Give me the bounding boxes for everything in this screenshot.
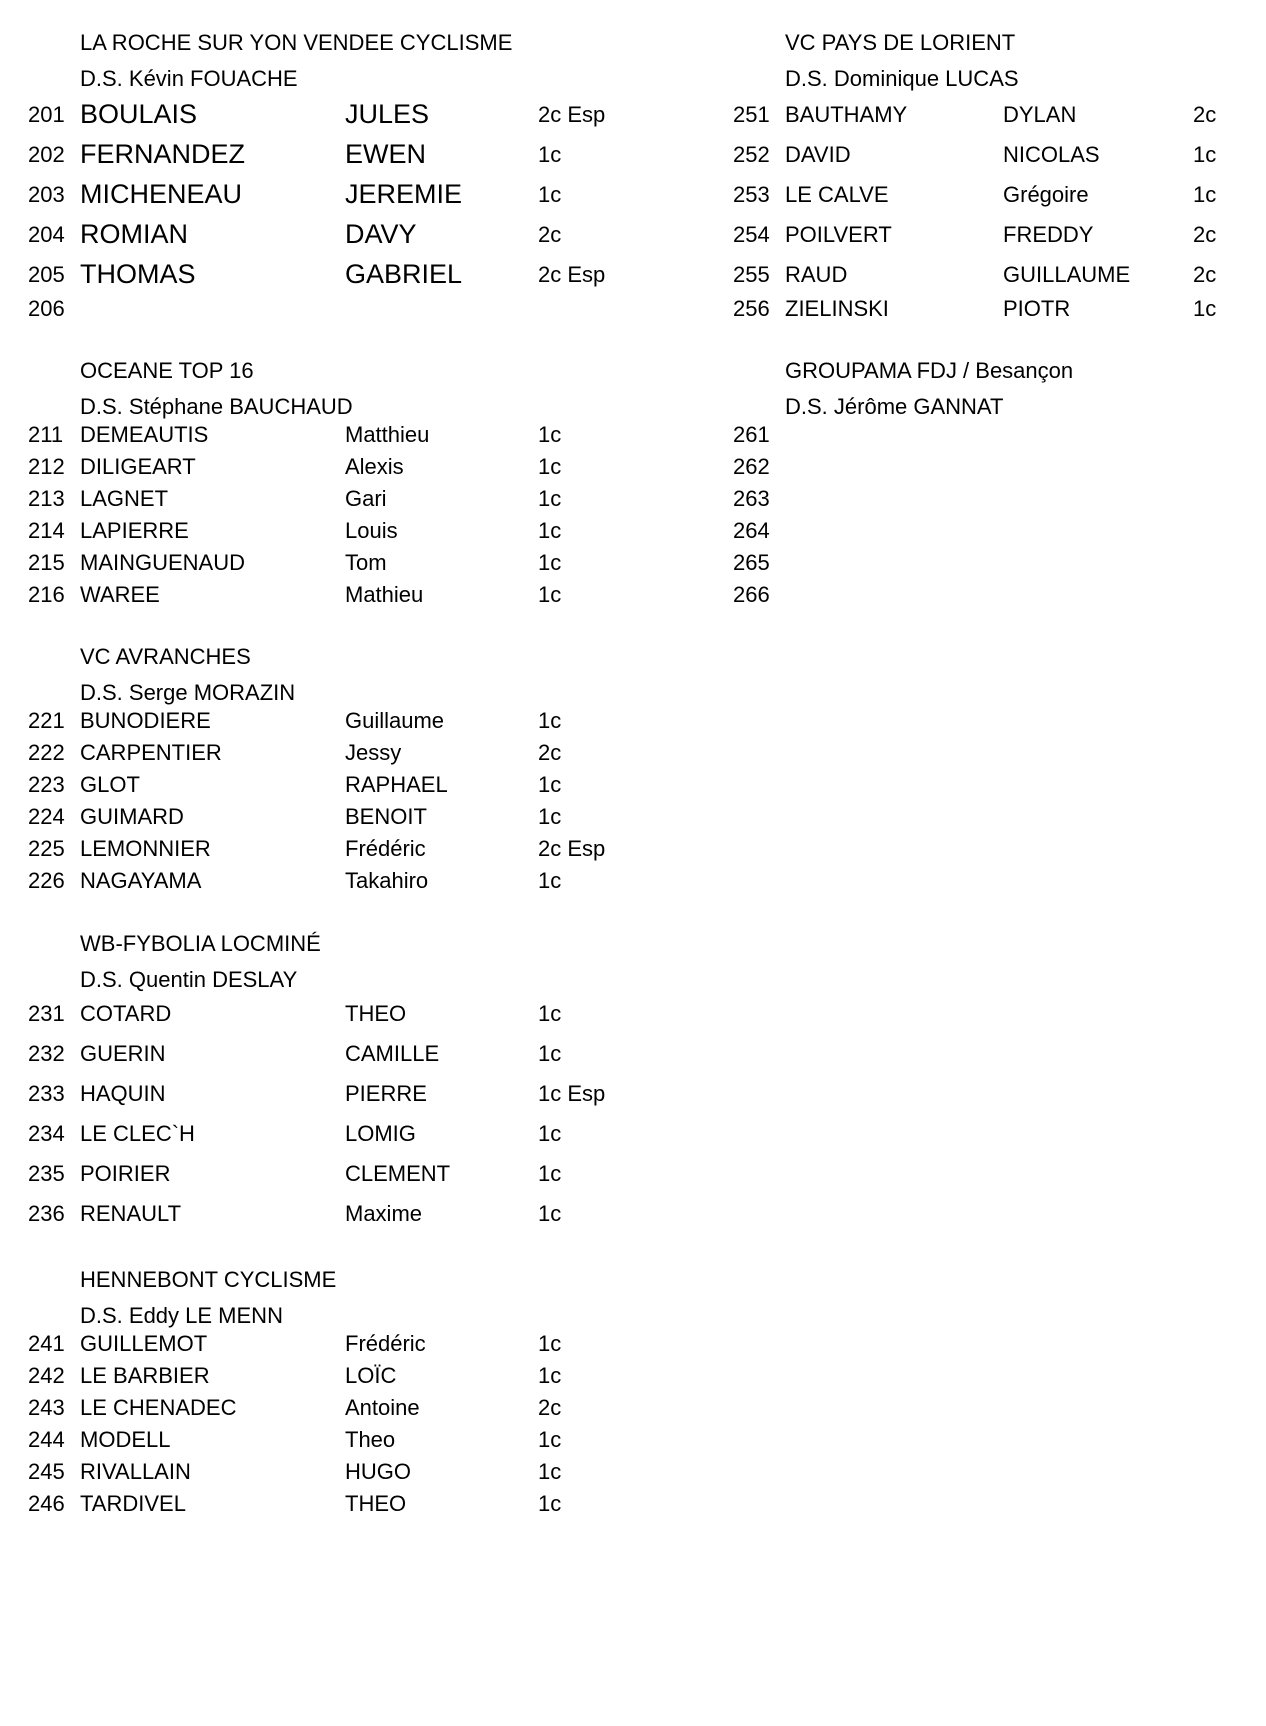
rider-first-name: DYLAN xyxy=(1003,102,1077,127)
team-name: HENNEBONT CYCLISME xyxy=(80,1267,337,1292)
rider-number: 206 xyxy=(28,296,65,321)
rider-last-name: THOMAS xyxy=(80,259,196,289)
rider-first-name: Antoine xyxy=(345,1395,420,1420)
rider-number: 223 xyxy=(28,772,65,797)
rider-first-name: Frédéric xyxy=(345,1331,426,1356)
rider-last-name: LAPIERRE xyxy=(80,518,189,543)
rider-category: 1c xyxy=(538,550,562,575)
rider-category: 1c xyxy=(538,1161,562,1186)
rider-last-name: GLOT xyxy=(80,772,140,797)
rider-category: 1c xyxy=(538,1121,562,1146)
rider-number: 221 xyxy=(28,708,65,733)
rider-first-name: Guillaume xyxy=(345,708,445,733)
rider-category: 2c xyxy=(538,222,562,247)
rider-first-name: HUGO xyxy=(345,1459,411,1484)
team-block-avranches xyxy=(28,644,628,894)
team-director: D.S. Serge MORAZIN xyxy=(80,680,296,705)
rider-number: 254 xyxy=(733,222,770,247)
rider-last-name: LE BARBIER xyxy=(80,1363,210,1388)
rider-first-name: CAMILLE xyxy=(345,1041,440,1066)
rider-category: 1c xyxy=(538,1363,562,1388)
rider-last-name: TARDIVEL xyxy=(80,1491,186,1516)
rider-first-name: FREDDY xyxy=(1003,222,1094,247)
team-name: VC AVRANCHES xyxy=(80,644,251,669)
rider-first-name: Theo xyxy=(345,1427,396,1452)
rider-first-name: JEREMIE xyxy=(345,179,463,209)
team-block-la-roche xyxy=(28,30,628,320)
rider-category: 1c xyxy=(538,868,562,893)
rider-number: 202 xyxy=(28,142,65,167)
rider-last-name: CARPENTIER xyxy=(80,740,222,765)
rider-category: 2c xyxy=(1193,262,1217,287)
rider-first-name: Jessy xyxy=(345,740,402,765)
rider-number: 263 xyxy=(733,486,770,511)
rider-category: 2c Esp xyxy=(538,836,606,861)
rider-last-name: BUNODIERE xyxy=(80,708,211,733)
rider-number: 261 xyxy=(733,422,770,447)
rider-last-name: RAUD xyxy=(785,262,848,287)
rider-category: 1c xyxy=(538,1201,562,1226)
rider-number: 241 xyxy=(28,1331,65,1356)
rider-number: 264 xyxy=(733,518,770,543)
rider-category: 1c xyxy=(538,142,562,167)
rider-number: 201 xyxy=(28,102,65,127)
rider-number: 203 xyxy=(28,182,65,207)
rider-number: 213 xyxy=(28,486,65,511)
rider-first-name: LOÏC xyxy=(345,1363,397,1388)
team-director: D.S. Dominique LUCAS xyxy=(785,66,1019,91)
rider-last-name: LEMONNIER xyxy=(80,836,211,861)
rider-number: 225 xyxy=(28,836,65,861)
rider-last-name: DEMEAUTIS xyxy=(80,422,209,447)
rider-last-name: RIVALLAIN xyxy=(80,1459,191,1484)
rider-last-name: BOULAIS xyxy=(80,99,198,129)
rider-category: 2c xyxy=(1193,102,1217,127)
team-block-wb-fybolia xyxy=(28,931,628,1241)
team-block-hennebont xyxy=(28,1267,628,1517)
rider-category: 1c xyxy=(538,518,562,543)
rider-last-name: HAQUIN xyxy=(80,1081,166,1106)
rider-number: 231 xyxy=(28,1001,65,1026)
rider-number: 252 xyxy=(733,142,770,167)
rider-category: 1c xyxy=(538,804,562,829)
rider-last-name: RENAULT xyxy=(80,1201,182,1226)
rider-last-name: MICHENEAU xyxy=(80,179,243,209)
rider-category: 1c xyxy=(538,1491,562,1516)
rider-last-name: GUIMARD xyxy=(80,804,184,829)
rider-number: 245 xyxy=(28,1459,65,1484)
rider-number: 226 xyxy=(28,868,65,893)
team-director: D.S. Jérôme GANNAT xyxy=(785,394,1004,419)
rider-category: 2c xyxy=(1193,222,1217,247)
rider-category: 1c xyxy=(1193,182,1217,207)
rider-last-name: LE CLEC`H xyxy=(80,1121,195,1146)
rider-first-name: NICOLAS xyxy=(1003,142,1100,167)
rider-last-name: LAGNET xyxy=(80,486,169,511)
rider-number: 212 xyxy=(28,454,65,479)
rider-first-name: DAVY xyxy=(345,219,417,249)
rider-category: 1c xyxy=(538,454,562,479)
rider-number: 232 xyxy=(28,1041,65,1066)
rider-category: 1c xyxy=(538,1459,562,1484)
rider-last-name: ZIELINSKI xyxy=(785,296,889,321)
rider-first-name: CLEMENT xyxy=(345,1161,451,1186)
rider-category: 2c xyxy=(538,1395,562,1420)
rider-number: 255 xyxy=(733,262,770,287)
rider-first-name: Louis xyxy=(345,518,398,543)
rider-number: 211 xyxy=(28,422,64,447)
rider-first-name: BENOIT xyxy=(345,804,427,829)
rider-category: 1c xyxy=(1193,296,1217,321)
rider-number: 242 xyxy=(28,1363,65,1388)
rider-number: 256 xyxy=(733,296,770,321)
rider-last-name: GUERIN xyxy=(80,1041,166,1066)
rider-first-name: RAPHAEL xyxy=(345,772,448,797)
rider-category: 1c xyxy=(538,1427,562,1452)
rider-category: 1c Esp xyxy=(538,1081,606,1106)
rider-number: 215 xyxy=(28,550,65,575)
rider-last-name: BAUTHAMY xyxy=(785,102,908,127)
rider-category: 2c Esp xyxy=(538,102,606,127)
rider-number: 243 xyxy=(28,1395,65,1420)
rider-last-name: LE CHENADEC xyxy=(80,1395,237,1420)
rider-first-name: PIERRE xyxy=(345,1081,427,1106)
rider-last-name: FERNANDEZ xyxy=(80,139,246,169)
rider-last-name: POILVERT xyxy=(785,222,892,247)
rider-last-name: COTARD xyxy=(80,1001,172,1026)
rider-category: 1c xyxy=(538,1331,562,1356)
rider-first-name: Tom xyxy=(345,550,387,575)
rider-category: 1c xyxy=(538,1041,562,1066)
rider-last-name: MAINGUENAUD xyxy=(80,550,246,575)
rider-number: 246 xyxy=(28,1491,65,1516)
rider-first-name: Gari xyxy=(345,486,387,511)
team-director: D.S. Kévin FOUACHE xyxy=(80,66,298,91)
rider-number: 253 xyxy=(733,182,770,207)
rider-category: 1c xyxy=(538,582,562,607)
rider-number: 266 xyxy=(733,582,770,607)
rider-last-name: DILIGEART xyxy=(80,454,196,479)
rider-number: 251 xyxy=(733,102,770,127)
rider-number: 222 xyxy=(28,740,65,765)
rider-number: 205 xyxy=(28,262,65,287)
rider-number: 235 xyxy=(28,1161,65,1186)
rider-first-name: GUILLAUME xyxy=(1003,262,1131,287)
rider-first-name: EWEN xyxy=(345,139,426,169)
rider-last-name: GUILLEMOT xyxy=(80,1331,208,1356)
rider-first-name: Grégoire xyxy=(1003,182,1089,207)
team-director: D.S. Stéphane BAUCHAUD xyxy=(80,394,353,419)
team-name: OCEANE TOP 16 xyxy=(80,358,254,383)
team-name: LA ROCHE SUR YON VENDEE CYCLISME xyxy=(80,30,513,55)
team-name: WB-FYBOLIA LOCMINÉ xyxy=(80,931,321,956)
rider-first-name: PIOTR xyxy=(1003,296,1071,321)
team-block-oceane xyxy=(28,358,628,608)
team-name: GROUPAMA FDJ / Besançon xyxy=(785,358,1074,383)
rider-number: 265 xyxy=(733,550,770,575)
rider-first-name: THEO xyxy=(345,1491,407,1516)
rider-last-name: MODELL xyxy=(80,1427,171,1452)
rider-first-name: THEO xyxy=(345,1001,407,1026)
rider-last-name: NAGAYAMA xyxy=(80,868,202,893)
rider-category: 1c xyxy=(538,772,562,797)
rider-number: 214 xyxy=(28,518,65,543)
rider-last-name: DAVID xyxy=(785,142,851,167)
rider-number: 244 xyxy=(28,1427,65,1452)
rider-number: 233 xyxy=(28,1081,65,1106)
rider-last-name: WAREE xyxy=(80,582,160,607)
rider-first-name: Frédéric xyxy=(345,836,426,861)
rider-first-name: Takahiro xyxy=(345,868,429,893)
team-block-lorient xyxy=(733,30,1243,320)
rider-number: 236 xyxy=(28,1201,65,1226)
rider-category: 1c xyxy=(538,422,562,447)
team-director: D.S. Eddy LE MENN xyxy=(80,1303,283,1328)
rider-category: 1c xyxy=(538,1001,562,1026)
rider-first-name: Mathieu xyxy=(345,582,424,607)
rider-last-name: LE CALVE xyxy=(785,182,889,207)
rider-first-name: JULES xyxy=(345,99,430,129)
rider-first-name: Matthieu xyxy=(345,422,430,447)
rider-number: 262 xyxy=(733,454,770,479)
team-name: VC PAYS DE LORIENT xyxy=(785,30,1016,55)
rider-category: 2c Esp xyxy=(538,262,606,287)
rider-number: 234 xyxy=(28,1121,65,1146)
rider-last-name: ROMIAN xyxy=(80,219,188,249)
rider-category: 1c xyxy=(538,182,562,207)
rider-category: 2c xyxy=(538,740,562,765)
rider-first-name: LOMIG xyxy=(345,1121,416,1146)
rider-first-name: Alexis xyxy=(345,454,404,479)
rider-number: 216 xyxy=(28,582,65,607)
team-director: D.S. Quentin DESLAY xyxy=(80,967,298,992)
team-block-groupama-fdj xyxy=(733,358,1243,608)
rider-number: 224 xyxy=(28,804,65,829)
rider-number: 204 xyxy=(28,222,65,247)
rider-category: 1c xyxy=(538,708,562,733)
rider-first-name: GABRIEL xyxy=(345,259,463,289)
rider-first-name: Maxime xyxy=(345,1201,423,1226)
rider-last-name: POIRIER xyxy=(80,1161,171,1186)
rider-category: 1c xyxy=(538,486,562,511)
rider-category: 1c xyxy=(1193,142,1217,167)
